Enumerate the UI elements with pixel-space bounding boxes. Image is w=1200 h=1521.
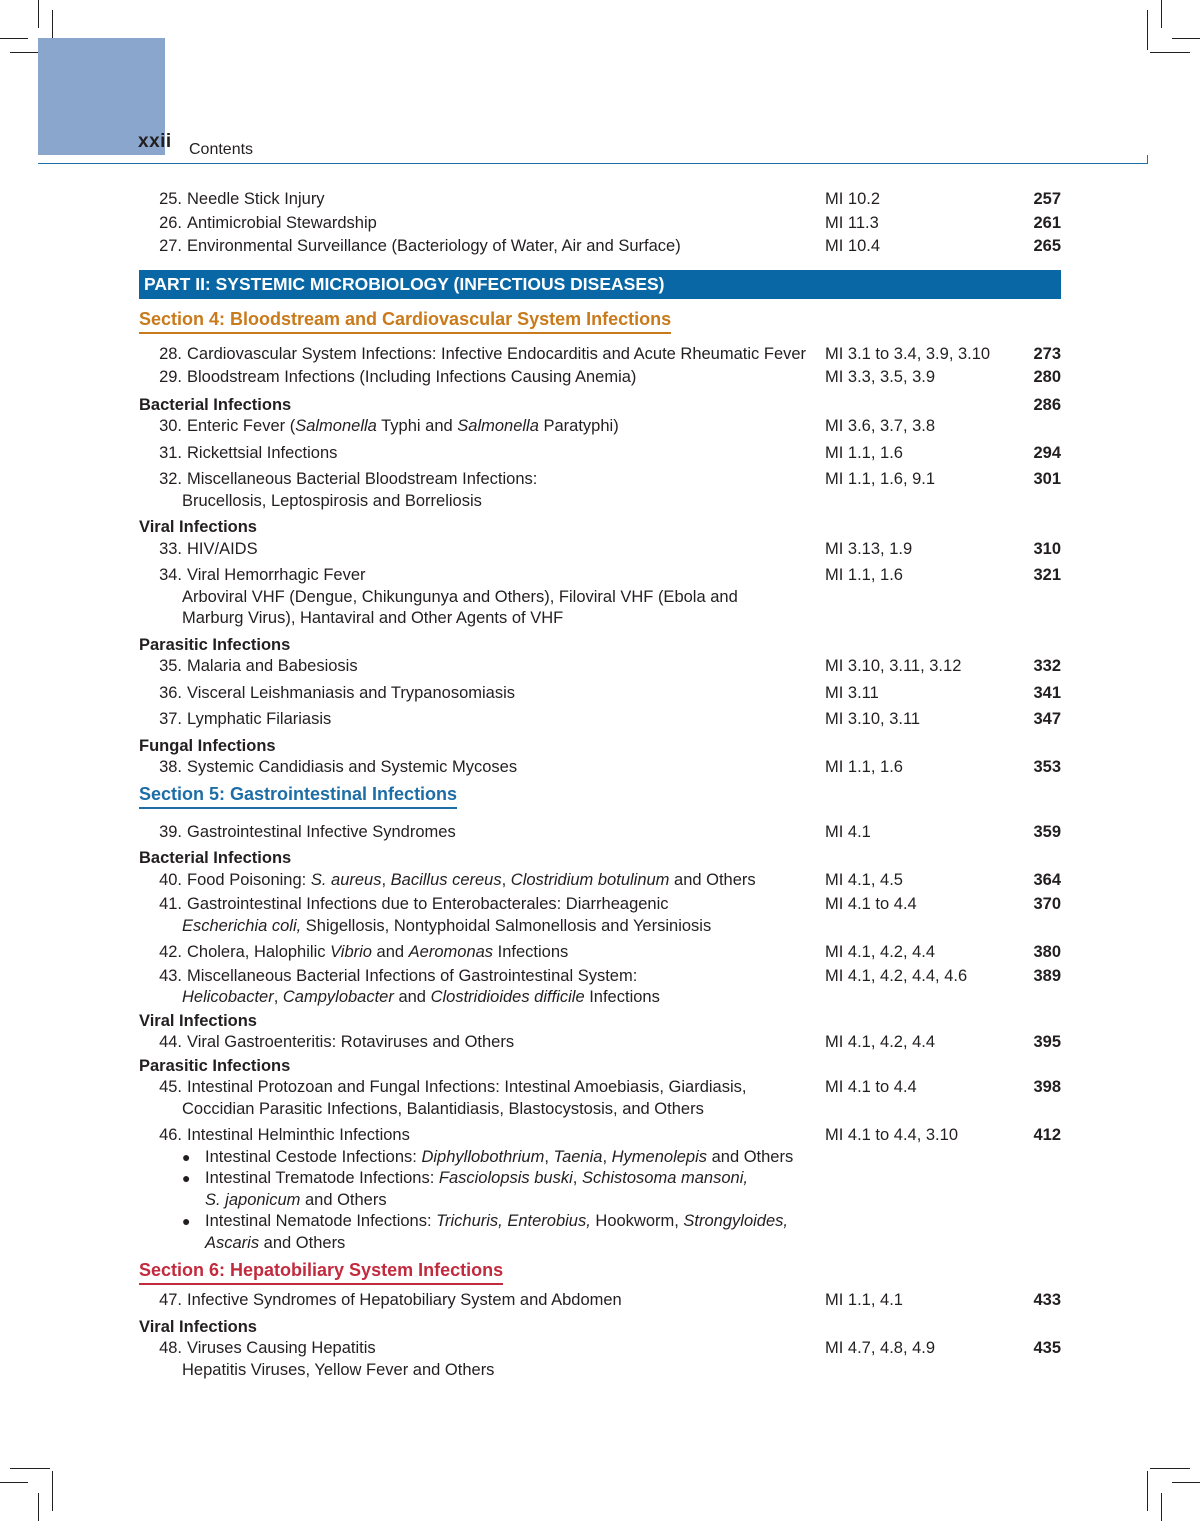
toc-entry[interactable] <box>139 1125 1061 1147</box>
entry-mi-code: MI 3.3, 3.5, 3.9 <box>825 368 936 386</box>
crop-mark <box>1161 0 1162 28</box>
bullet-item: ● Intestinal Nematode Infections: Trichuris, Enterobius, Hookworm, Strongyloides, Ascaris and Others <box>139 1211 1061 1254</box>
entry-title: Miscellaneous Bacterial Bloodstream Infections: <box>187 470 538 488</box>
entry-title: Miscellaneous Bacterial Infections of Gastrointestinal System: <box>187 966 638 985</box>
entry-number: 34. <box>159 566 182 584</box>
entry-page: 389 <box>1033 966 1061 985</box>
entry-title: Environmental Surveillance (Bacteriology of Water, Air and Surface) <box>187 237 681 255</box>
category-heading: Bacterial Infections <box>139 395 292 414</box>
entry-page: 364 <box>1033 870 1061 889</box>
category-heading: Viral Infections <box>139 1317 257 1336</box>
entry-mi-code: MI 1.1, 1.6 <box>825 443 903 462</box>
entry-title: Cardiovascular System Infections: Infective Endocarditis and Acute Rheumatic Fever <box>187 344 807 363</box>
entry-page: 341 <box>1033 683 1061 702</box>
entry-number: 29. <box>159 368 182 386</box>
category-heading: Parasitic Infections <box>139 1056 291 1075</box>
entry-mi-code: MI 3.10, 3.11, 3.12 <box>825 657 962 675</box>
category-heading: Bacterial Infections <box>139 849 292 867</box>
entry-mi-code: MI 4.1 to 4.4 <box>825 1078 917 1096</box>
entry-number: 44. <box>159 1033 182 1051</box>
entry-page: 280 <box>1033 368 1061 386</box>
crop-mark <box>1172 38 1200 39</box>
toc-entry[interactable] <box>139 1032 1061 1054</box>
bullet-icon: ● <box>182 1170 191 1186</box>
crop-mark <box>52 1471 53 1511</box>
toc-entry[interactable] <box>139 236 1061 258</box>
toc-entry[interactable] <box>139 344 1061 366</box>
entry-title: Gastrointestinal Infective Syndromes <box>187 822 456 841</box>
entry-mi-code: MI 11.3 <box>825 213 879 232</box>
toc-entry[interactable] <box>139 469 1061 491</box>
entry-mi-code: MI 1.1, 4.1 <box>825 1291 903 1309</box>
entry-title: HIV/AIDS <box>187 539 258 558</box>
page-number: xxii <box>138 131 172 152</box>
entry-title: Viral Gastroenteritis: Rotaviruses and Others <box>187 1033 515 1051</box>
crop-mark <box>1172 1482 1200 1483</box>
toc-entry[interactable] <box>139 870 1061 892</box>
entry-mi-code: MI 3.13, 1.9 <box>825 539 913 558</box>
toc-entry[interactable] <box>139 189 1061 211</box>
entry-number: 47. <box>159 1291 182 1309</box>
crop-mark <box>1150 52 1190 53</box>
entry-number: 36. <box>159 683 182 702</box>
crop-mark <box>1147 1471 1148 1511</box>
crop-mark <box>10 1468 50 1469</box>
toc-entry[interactable] <box>139 1077 1061 1099</box>
entry-page: 332 <box>1033 657 1061 675</box>
entry-number: 26. <box>159 213 182 232</box>
toc-entry[interactable] <box>139 966 1061 988</box>
toc-entry[interactable] <box>139 416 1061 438</box>
entry-page: 294 <box>1033 443 1061 462</box>
entry-subtitle: Helicobacter, Campylobacter and Clostridioides difficile Infections <box>182 988 660 1006</box>
bullet-icon: ● <box>182 1213 191 1229</box>
section-heading[interactable]: Section 6: Hepatobiliary System Infections <box>139 1258 503 1285</box>
entry-number: 27. <box>159 237 182 255</box>
entry-number: 45. <box>159 1078 182 1096</box>
crop-mark <box>0 1482 28 1483</box>
toc-entry[interactable] <box>139 757 1061 779</box>
entry-title: Enteric Fever (Salmonella Typhi and Salmonella Paratyphi) <box>187 417 619 435</box>
toc-entry[interactable] <box>139 565 1061 587</box>
running-head: Contents <box>189 141 254 158</box>
entry-title: Lymphatic Filariasis <box>187 710 332 728</box>
toc-entry[interactable] <box>139 942 1061 964</box>
entry-title: Cholera, Halophilic Vibrio and Aeromonas Infections <box>187 943 569 961</box>
entry-page: 435 <box>1033 1339 1061 1357</box>
entry-mi-code: MI 4.1 <box>825 822 871 841</box>
section-heading[interactable]: Section 4: Bloodstream and Cardiovascular System Infections <box>139 307 671 334</box>
entry-mi-code: MI 4.1, 4.2, 4.4 <box>825 943 936 961</box>
toc-entry[interactable] <box>139 1338 1061 1360</box>
entry-number: 31. <box>159 443 182 462</box>
entry-page: 433 <box>1033 1291 1061 1309</box>
entry-mi-code: MI 4.1, 4.2, 4.4, 4.6 <box>825 966 968 985</box>
entry-number: 25. <box>159 190 182 208</box>
entry-number: 40. <box>159 870 182 889</box>
toc-entry[interactable] <box>139 683 1061 705</box>
entry-number: 35. <box>159 657 182 675</box>
toc-entry[interactable] <box>139 539 1061 561</box>
table-of-contents <box>139 188 1061 1381</box>
entry-subtitle: Coccidian Parasitic Infections, Balantidiasis, Blastocystosis, and Others <box>182 1099 704 1118</box>
crop-mark <box>1161 1493 1162 1521</box>
entry-subtitle: Escherichia coli, Shigellosis, Nontyphoidal Salmonellosis and Yersiniosis <box>182 916 712 935</box>
entry-title: Systemic Candidiasis and Systemic Mycoses <box>187 758 518 776</box>
entry-number: 32. <box>159 470 182 488</box>
entry-mi-code: MI 3.11 <box>825 683 879 702</box>
crop-mark <box>38 0 39 28</box>
bullet-item: ● Intestinal Cestode Infections: Diphyllobothrium, Taenia, Hymenolepis and Others <box>139 1147 1061 1169</box>
bullet-icon: ● <box>182 1148 191 1165</box>
entry-title: Viral Hemorrhagic Fever <box>187 566 366 584</box>
toc-entry[interactable] <box>139 367 1061 389</box>
header-rule-tick <box>1147 155 1148 164</box>
entry-title: Antimicrobial Stewardship <box>187 213 377 232</box>
category-heading: Fungal Infections <box>139 736 276 755</box>
entry-title: Infective Syndromes of Hepatobiliary System and Abdomen <box>187 1291 622 1309</box>
entry-mi-code: MI 1.1, 1.6 <box>825 758 903 776</box>
section-heading[interactable]: Section 5: Gastrointestinal Infections <box>139 782 457 809</box>
entry-mi-code: MI 4.1, 4.5 <box>825 870 903 889</box>
entry-number: 48. <box>159 1339 182 1357</box>
entry-title: Rickettsial Infections <box>187 443 338 462</box>
entry-mi-code: MI 4.1, 4.2, 4.4 <box>825 1033 936 1051</box>
toc-entry[interactable] <box>139 1290 1061 1312</box>
entry-mi-code: MI 1.1, 1.6, 9.1 <box>825 470 936 488</box>
category-page: 286 <box>1033 395 1061 414</box>
entry-title: Food Poisoning: S. aureus, Bacillus cereus, Clostridium botulinum and Others <box>187 870 756 889</box>
entry-number: 28. <box>159 344 182 363</box>
entry-page: 398 <box>1033 1078 1061 1096</box>
part-heading: PART II: SYSTEMIC MICROBIOLOGY (INFECTIOUS DISEASES) <box>139 270 1061 299</box>
entry-number: 41. <box>159 895 182 913</box>
entry-subtitle: Marburg Virus), Hantaviral and Other Agents of VHF <box>182 609 564 627</box>
category-heading: Viral Infections <box>139 1011 257 1030</box>
category-heading: Parasitic Infections <box>139 635 291 654</box>
entry-mi-code: MI 10.2 <box>825 190 881 208</box>
entry-page: 310 <box>1033 539 1061 558</box>
entry-title: Bloodstream Infections (Including Infections Causing Anemia) <box>187 368 637 386</box>
entry-number: 38. <box>159 758 182 776</box>
toc-entry[interactable] <box>139 213 1061 235</box>
entry-page: 370 <box>1033 895 1061 913</box>
bullet-item: ● Intestinal Trematode Infections: Fasciolopsis buski, Schistosoma mansoni, S. japonicum and Others <box>139 1168 1061 1211</box>
entry-title: Visceral Leishmaniasis and Trypanosomiasis <box>187 683 516 702</box>
entry-page: 359 <box>1033 822 1061 841</box>
crop-mark <box>38 1493 39 1521</box>
entry-title: Malaria and Babesiosis <box>187 657 358 675</box>
toc-entry[interactable] <box>139 709 1061 731</box>
crop-mark <box>1147 10 1148 50</box>
entry-mi-code: MI 3.1 to 3.4, 3.9, 3.10 <box>825 344 991 363</box>
entry-title: Intestinal Helminthic Infections <box>187 1126 410 1144</box>
entry-title: Needle Stick Injury <box>187 190 325 208</box>
category-heading: Viral Infections <box>139 518 257 536</box>
entry-title: Viruses Causing Hepatitis <box>187 1339 376 1357</box>
entry-page: 347 <box>1033 710 1061 728</box>
entry-page: 301 <box>1033 470 1061 488</box>
crop-mark <box>1150 1468 1190 1469</box>
entry-title: Intestinal Protozoan and Fungal Infections: Intestinal Amoebiasis, Giardiasis, <box>187 1078 747 1096</box>
entry-mi-code: MI 1.1, 1.6 <box>825 566 903 584</box>
entry-mi-code: MI 10.4 <box>825 237 881 255</box>
entry-page: 261 <box>1033 213 1061 232</box>
toc-entry[interactable] <box>139 443 1061 465</box>
entry-page: 265 <box>1033 237 1061 255</box>
entry-number: 33. <box>159 539 182 558</box>
toc-entry[interactable] <box>139 822 1061 844</box>
entry-number: 37. <box>159 710 182 728</box>
entry-number: 39. <box>159 822 182 841</box>
entry-subtitle: Arboviral VHF (Dengue, Chikungunya and Others), Filoviral VHF (Ebola and <box>182 587 738 606</box>
toc-entry[interactable] <box>139 894 1061 916</box>
entry-number: 43. <box>159 966 182 985</box>
entry-mi-code: MI 4.1 to 4.4 <box>825 895 917 913</box>
entry-number: 46. <box>159 1126 182 1144</box>
entry-mi-code: MI 4.7, 4.8, 4.9 <box>825 1339 936 1357</box>
entry-subtitle: Brucellosis, Leptospirosis and Borreliosis <box>182 491 482 510</box>
entry-subtitle: Hepatitis Viruses, Yellow Fever and Others <box>182 1360 495 1379</box>
entry-mi-code: MI 3.10, 3.11 <box>825 710 921 728</box>
entry-page: 273 <box>1033 344 1061 363</box>
entry-page: 380 <box>1033 943 1061 961</box>
entry-title: Gastrointestinal Infections due to Enterobacterales: Diarrheagenic <box>187 895 669 913</box>
entry-number: 30. <box>159 417 182 435</box>
entry-page: 257 <box>1033 190 1061 208</box>
entry-page: 321 <box>1033 566 1061 584</box>
entry-page: 412 <box>1033 1126 1061 1144</box>
header-rule <box>38 163 1148 164</box>
entry-number: 42. <box>159 943 182 961</box>
toc-entry[interactable] <box>139 656 1061 678</box>
crop-mark <box>0 38 28 39</box>
entry-page: 353 <box>1033 758 1061 776</box>
entry-page: 395 <box>1033 1033 1061 1051</box>
entry-mi-code: MI 4.1 to 4.4, 3.10 <box>825 1126 958 1144</box>
entry-mi-code: MI 3.6, 3.7, 3.8 <box>825 417 936 435</box>
category-row <box>139 395 1061 417</box>
